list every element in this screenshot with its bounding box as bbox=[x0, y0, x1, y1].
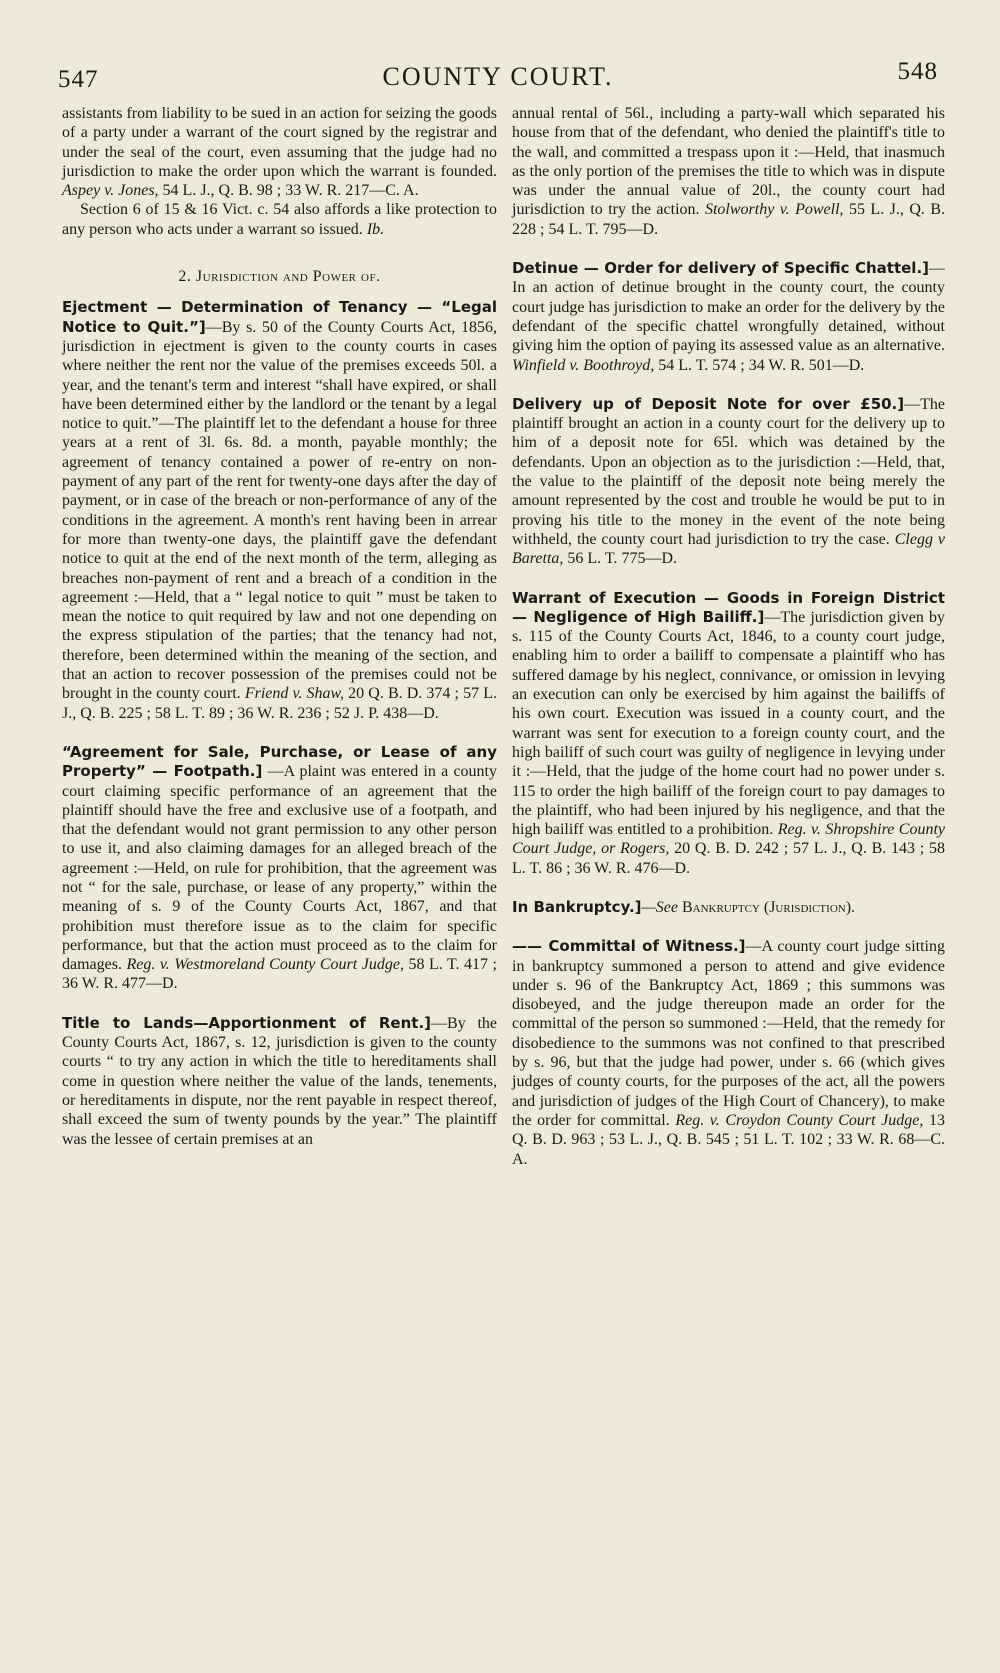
see-reference: —See bbox=[641, 898, 678, 916]
case-citation: Ib. bbox=[366, 220, 385, 238]
entry-heading: Delivery up of Deposit Note for over £50.] bbox=[512, 394, 905, 413]
digest-entry: Detinue — Order for delivery of Specific Chattel.]—In an action of detinue brought in the county court, the county court judge has jurisdiction to make an order for the delivery by the defendant of the specific chattel wrongfully detained, without giving him the option of paying its assessed value as an alternative. Winfield v. Boothroyd, 54 L. T. 574 ; 34 W. R. 501—D. bbox=[512, 259, 945, 374]
entry-heading: Title to Lands—Apportionment of Rent.] bbox=[62, 1013, 432, 1032]
case-citation: Winfield v. Boothroyd, bbox=[512, 356, 655, 374]
page-number-left: 547 bbox=[58, 66, 99, 93]
digest-entry bbox=[512, 898, 945, 917]
case-citation: Aspey v. Jones, bbox=[62, 182, 159, 200]
paragraph: Section 6 of 15 & 16 Vict. c. 54 also affords a like protection to any person who acts under a warrant so issued. Ib. bbox=[62, 201, 497, 238]
digest-entry: Warrant of Execution — Goods in Foreign District — Negligence of High Bailiff.]—The jurisdiction given by s. 115 of the County Courts Act, 1846, to a county court judge, enabling him to order a bailiff to compensate a plaintiff who has suffered damage by his neglect, connivance, or omission in levying an execution can only be exercised by him against the bailiffs of his own court. Execution was issued in a county court, and the warrant was sent for execution to a foreign county court, and the high bailiff of such court was guilty of negligence in levying under it :—Held, that the judge of the home court had no power under s. 115 to order the high bailiff of the foreign court to pay damages to the plaintiff, who had been injured by his negligence, and that the high bailiff was entitled to a prohibition. Reg. v. Shropshire County Court Judge, or Rogers, 20 Q. B. D. 242 ; 57 L. J., Q. B. 143 ; 58 L. T. 86 ; 36 W. R. 476—D. bbox=[512, 588, 946, 877]
digest-entry: —— Committal of Witness.]—A county court judge sitting in bankruptcy summoned a person to attend and give evidence under s. 96 of the Bankruptcy Act, 1869 ; this summons was disobeyed, and the judge thereupon made an order for the committal of the person so summoned :—Held, that the remedy for disobedience to the summons was not confined to that prescribed by s. 96, but that the judge had power, under s. 66 (which gives judges of county courts, for the purposes of the act, all the powers and jurisdiction of judges of the High Court of Chancery), to make the order for committal. Reg. v. Croydon County Court Judge, 13 Q. B. D. 963 ; 53 L. J., Q. B. 545 ; 51 L. T. 102 ; 33 W. R. 68—C. A. bbox=[512, 937, 945, 1168]
right-column bbox=[512, 104, 945, 1169]
case-citation: Reg. v. Shropshire County Court Judge, or Rogers, bbox=[512, 821, 946, 858]
page-number-right: 548 bbox=[897, 58, 938, 85]
entry-heading: —— Committal of Witness.] bbox=[512, 937, 746, 956]
case-citation: Reg. v. Westmoreland County Court Judge, bbox=[126, 956, 404, 974]
entry-heading: Ejectment — Determination of Tenancy — “Legal Notice to Quit.”] bbox=[62, 298, 497, 336]
entry-heading: In Bankruptcy.] bbox=[512, 897, 642, 916]
running-title: COUNTY COURT. bbox=[382, 62, 614, 91]
case-citation: Friend v. Shaw, bbox=[244, 685, 345, 703]
digest-entry: Delivery up of Deposit Note for over £50.]—The plaintiff brought an action in a county court for the delivery up to him of a deposit note for 65l. which was detained by the defendants. Upon an objection as to the jurisdiction :—Held, that, the value to the plaintiff of the deposit note being merely the amount represented by the cost and trouble he would be put to in proving his title to the money in the event of the note being withheld, the county court had jurisdiction to try the case. Clegg v Baretta, 56 L. T. 775—D. bbox=[512, 394, 945, 568]
left-column bbox=[62, 104, 497, 1149]
paragraph: assistants from liability to be sued in an action for seizing the goods of a party under a warrant of the court signed by the registrar and under the seal of the court, even assuming that the judge had no jurisdiction to make the order upon which the warrant is founded. Aspey v. Jones, 54 L. J., Q. B. 98 ; 33 W. R. 217—C. A. bbox=[62, 105, 497, 200]
entry-heading: Detinue — Order for delivery of Specific Chattel.] bbox=[512, 259, 929, 278]
paragraph: annual rental of 56l., including a party-wall which separated his house from that of the defendant, who denied the plaintiff's title to the wall, and committed a trespass upon it :—Held, that inasmuch as the only portion of the premises the title to which was in dispute was under the annual value of 20l., the county court had jurisdiction to try the action. Stolworthy v. Powell, 55 L. J., Q. B. 228 ; 54 L. T. 795—D. bbox=[512, 105, 945, 238]
case-citation: Clegg v Baretta, bbox=[512, 530, 945, 568]
entry-heading: Warrant of Execution — Goods in Foreign District — Negligence of High Bailiff.] bbox=[512, 588, 945, 626]
entry-heading: “Agreement for Sale, Purchase, or Lease of any Property” — Footpath.] bbox=[62, 742, 497, 781]
digest-entry: Title to Lands—Apportionment of Rent.]—By the County Courts Act, 1867, s. 12, jurisdiction is given to the county courts “ to try any action in which the title to hereditaments shall come in question where neither the value of the lands, tenements, or hereditaments in dispute, nor the rent payable in respect thereof, shall exceed the sum of twenty pounds by the year.” The plaintiff was the lessee of certain premises at an bbox=[62, 1013, 497, 1148]
running-header bbox=[58, 58, 938, 102]
digest-entry: Ejectment — Determination of Tenancy — “Legal Notice to Quit.”]—By s. 50 of the County Courts Act, 1856, jurisdiction in ejectment is given to the county courts in cases where neither the rent nor the value of the premises exceeds 50l. a year, and the tenant's term and interest “shall have expired, or shall have been determined either by the landlord or the tenant by a legal notice to quit.”—The plaintiff let to the defendant a house for three years at a rent of 3l. 6s. 8d. a month, payable monthly; the agreement of tenancy contained a power of re-entry on non-payment of any part of the rent for twenty-one days after the day of payment, or in case of the breach or non-performance of any of the conditions in the agreement. A month's rent having been in arrear for more than twenty-one days, the plaintiff gave the defendant notice to quit at the end of the next month of the term, alleging as breaches non-payment of rent and a breach of a condition in the agreement :—Held, that a “ legal notice to quit ” must be taken to mean the notice to quit required by law and not one depending on the express stipulation of the parties; that the tenancy had not, therefore, been determined within the meaning of the section, and that an action to recover possession of the premises could not be brought in the county court. Friend v. Shaw, 20 Q. B. D. 374 ; 57 L. J., Q. B. 225 ; 58 L. T. 89 ; 36 W. R. 236 ; 52 J. P. 438—D. bbox=[62, 298, 498, 722]
section-heading: 2. Jurisdiction and Power of. bbox=[178, 268, 381, 286]
digest-entry: “Agreement for Sale, Purchase, or Lease of any Property” — Footpath.] —A plaint was entered in a county court claiming specific performance of an agreement that the plaintiff should have the free and exclusive use of a footpath, and that the defendant would not grant permission to any other person to use it, and also claiming damages for an alleged breach of the agreement :—Held, on rule for prohibition, that the agreement was not “ for the sale, purchase, or lease of any property,” within the meaning of s. 9 of the County Courts Act, 1867, and that prohibition must therefore issue as to the claim for specific performance, but that the action must proceed as to the claim for damages. Reg. v. Westmoreland County Court Judge, 58 L. T. 417 ; 36 W. R. 477—D. bbox=[62, 742, 498, 993]
case-citation: Reg. v. Croydon County Court Judge, bbox=[675, 1111, 924, 1129]
case-citation: Stolworthy v. Powell, bbox=[704, 201, 844, 219]
cross-reference: Bankruptcy (Jurisdiction). bbox=[677, 898, 856, 916]
